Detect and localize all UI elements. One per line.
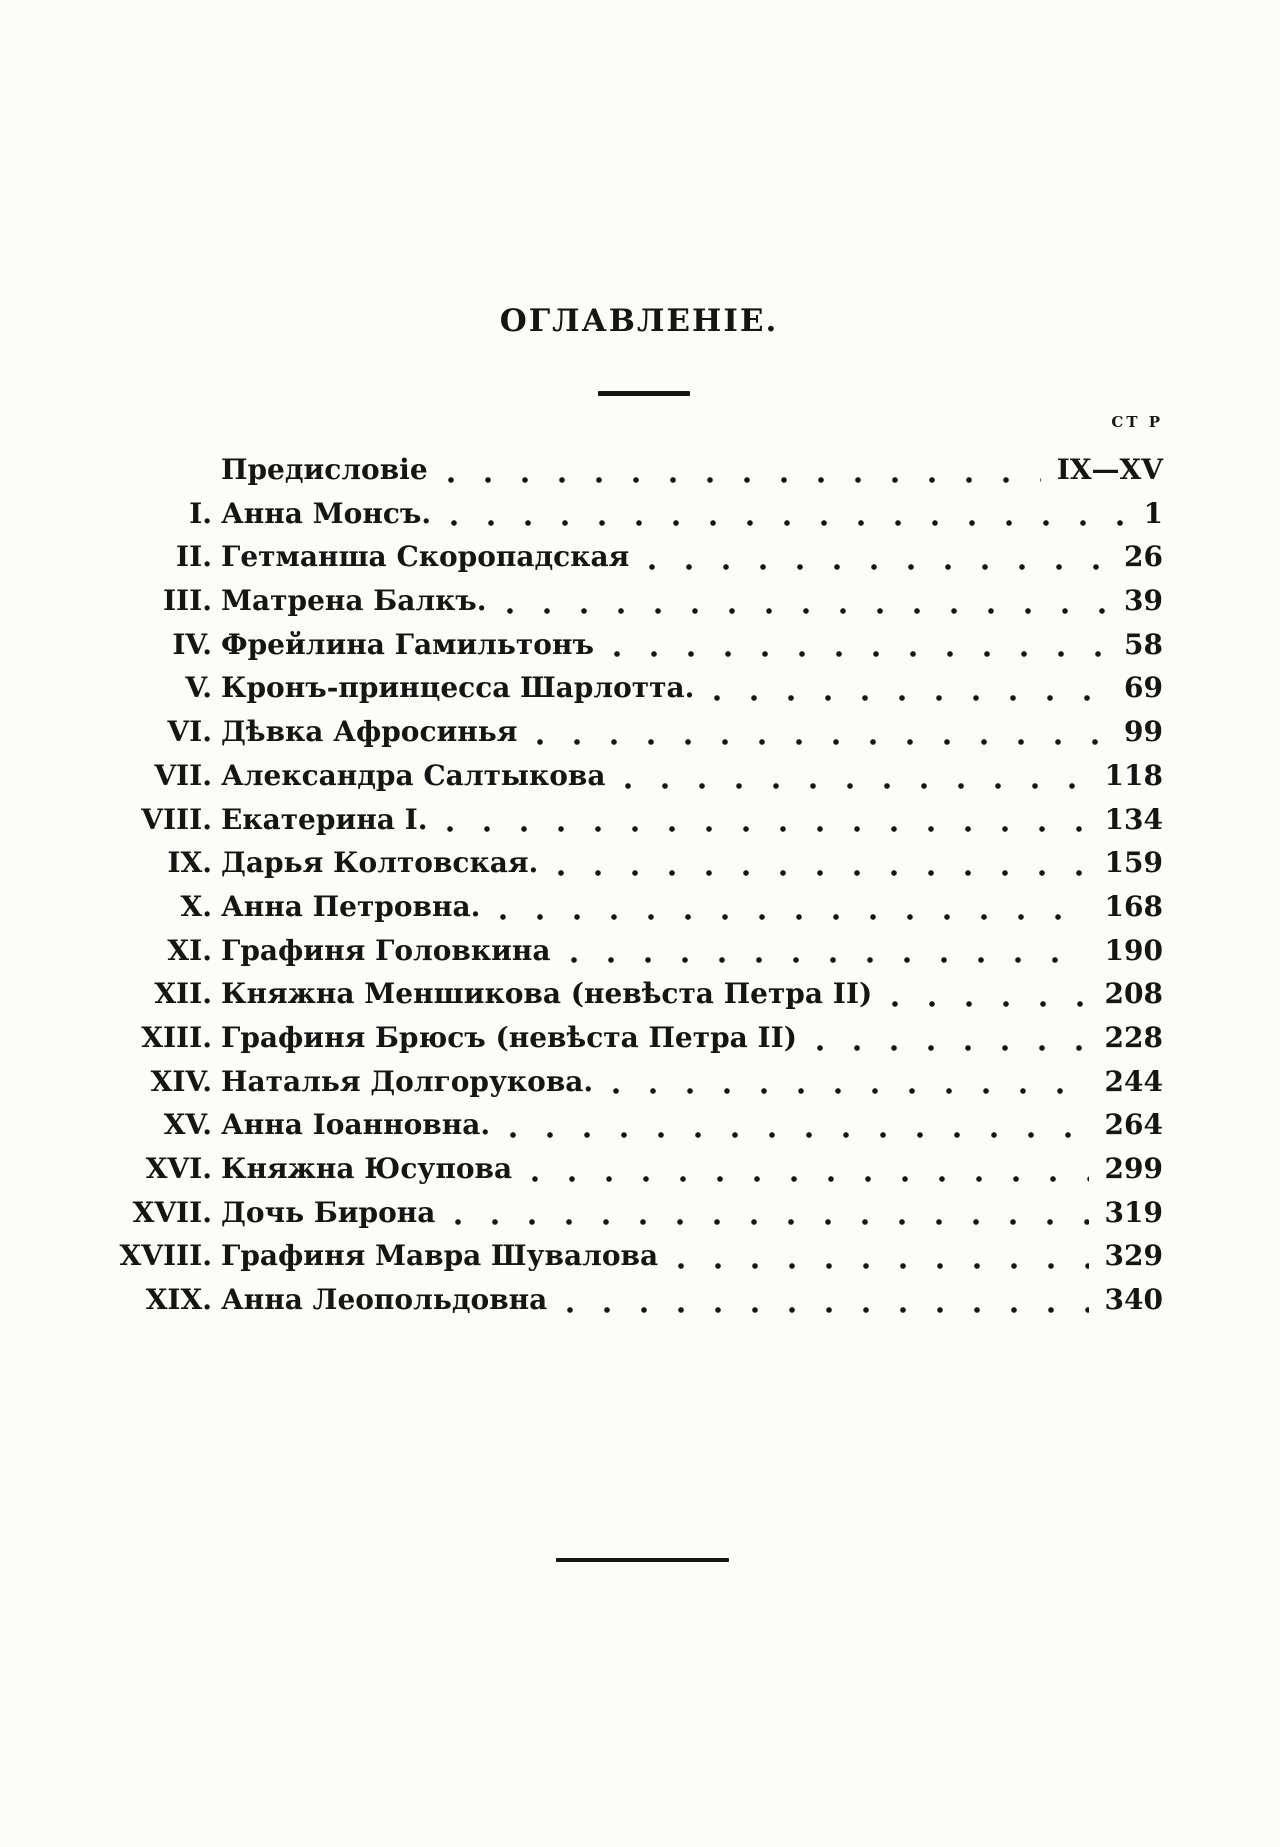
toc-row <box>115 1147 1163 1191</box>
toc-row <box>115 492 1163 536</box>
toc-row <box>115 1060 1163 1104</box>
toc-entry-title: Александра Салтыкова <box>221 758 606 792</box>
toc-row <box>115 1103 1163 1147</box>
toc-entry-page-number: 264 <box>1104 1108 1163 1142</box>
toc-entry-title: Матрена Балкъ. <box>221 584 487 618</box>
toc-row <box>115 972 1163 1016</box>
dot-leader <box>455 1219 1088 1225</box>
toc-entry-page-number: 1 <box>1143 496 1163 530</box>
toc-entry-page-number: IX—XV <box>1056 453 1163 486</box>
toc-entry-numeral: IV. <box>172 627 212 661</box>
toc-entry-title: Кронъ-принцесса Шарлотта. <box>221 671 695 705</box>
toc-entry-numeral: II. <box>176 540 212 574</box>
toc-entry-page-number: 58 <box>1124 627 1163 661</box>
page-column-header: СТ Р <box>1111 413 1163 431</box>
toc-entry-page-number: 190 <box>1104 933 1163 967</box>
toc-row <box>115 710 1163 754</box>
toc-entry-title: Гетманша Скоропадская <box>221 540 630 574</box>
toc-row <box>115 535 1163 579</box>
dot-leader <box>451 520 1127 526</box>
toc-entry-page-number: 340 <box>1104 1283 1163 1317</box>
toc-entry-title: Дѣвка Афросинья <box>221 715 518 749</box>
toc-entry-numeral: I. <box>189 496 212 530</box>
toc-entry-title: Графиня Брюсъ (невѣста Петра II) <box>221 1020 797 1054</box>
toc-entry-numeral: X. <box>180 889 212 923</box>
toc-entry-numeral: XII. <box>154 977 212 1011</box>
toc-entry-numeral: VII. <box>154 758 212 792</box>
toc-entry-title: Предисловіе <box>221 453 428 486</box>
toc-row <box>115 666 1163 710</box>
footer-divider-rule <box>556 1558 729 1562</box>
toc-entry-numeral: VI. <box>167 715 212 749</box>
toc-row <box>115 929 1163 973</box>
toc-entry-page-number: 299 <box>1104 1152 1163 1185</box>
toc-entry-numeral: V. <box>185 671 212 705</box>
toc-entry-numeral: XI. <box>167 933 212 967</box>
dot-leader <box>649 564 1108 570</box>
toc-entry-numeral: XV. <box>163 1108 212 1142</box>
dot-leader <box>558 870 1088 876</box>
toc-entry-page-number: 244 <box>1104 1064 1163 1098</box>
table-of-contents <box>115 448 1163 1322</box>
toc-entry-page-number: 159 <box>1104 846 1163 880</box>
toc-entry-title: Дочь Бирона <box>221 1195 436 1229</box>
toc-entry-title: Наталья Долгорукова. <box>221 1064 594 1098</box>
dot-leader <box>500 914 1088 920</box>
toc-entry-page-number: 134 <box>1104 802 1163 836</box>
toc-row <box>115 754 1163 798</box>
dot-leader <box>532 1176 1088 1182</box>
toc-entry-numeral: XIII. <box>141 1020 212 1054</box>
dot-leader <box>625 783 1088 789</box>
dot-leader <box>571 957 1089 963</box>
dot-leader <box>678 1263 1088 1269</box>
toc-entry-page-number: 228 <box>1104 1020 1163 1054</box>
toc-entry-title: Графиня Мавра Шувалова <box>221 1239 659 1273</box>
toc-row <box>115 1234 1163 1278</box>
toc-entry-title: Екатерина I. <box>221 802 428 836</box>
toc-entry-title: Анна Леопольдовна <box>221 1283 548 1317</box>
toc-entry-page-number: 26 <box>1124 540 1163 574</box>
toc-entry-numeral: XVII. <box>132 1195 212 1229</box>
toc-entry-page-number: 319 <box>1104 1195 1163 1229</box>
toc-row <box>115 579 1163 623</box>
dot-leader <box>614 651 1108 657</box>
toc-entry-numeral: XVI. <box>145 1152 212 1185</box>
toc-entry-title: Княжна Меншикова (невѣста Петра II) <box>221 977 873 1011</box>
dot-leader <box>510 1132 1088 1138</box>
dot-leader <box>447 826 1088 832</box>
toc-entry-title: Анна Петровна. <box>221 889 481 923</box>
toc-row <box>115 623 1163 667</box>
dot-leader <box>892 1001 1088 1007</box>
toc-row <box>115 1191 1163 1235</box>
dot-leader <box>507 608 1109 614</box>
dot-leader <box>817 1045 1089 1051</box>
toc-entry-title: Дарья Колтовская. <box>221 846 539 880</box>
dot-leader <box>714 695 1108 701</box>
toc-row <box>115 841 1163 885</box>
toc-entry-numeral: IX. <box>167 846 212 880</box>
toc-entry-title: Анна Монсъ. <box>221 496 432 530</box>
toc-entry-page-number: 69 <box>1124 671 1163 705</box>
toc-entry-numeral: XVIII. <box>119 1239 212 1273</box>
dot-leader <box>448 477 1041 483</box>
toc-row <box>115 1278 1163 1322</box>
dot-leader <box>537 739 1108 745</box>
toc-entry-numeral: XIV. <box>150 1064 212 1098</box>
toc-entry-page-number: 118 <box>1104 758 1163 792</box>
toc-entry-title: Фрейлина Гамильтонъ <box>221 627 594 661</box>
toc-row <box>115 885 1163 929</box>
toc-entry-numeral: VIII. <box>141 802 212 836</box>
toc-entry-page-number: 208 <box>1104 977 1163 1011</box>
page-title: ОГЛАВЛЕНІЕ. <box>499 303 779 339</box>
toc-entry-page-number: 168 <box>1104 889 1163 923</box>
toc-entry-numeral: III. <box>162 584 212 618</box>
toc-entry-page-number: 39 <box>1124 584 1163 618</box>
toc-entry-title: Княжна Юсупова <box>221 1152 513 1185</box>
toc-row <box>115 448 1163 492</box>
toc-row <box>115 1016 1163 1060</box>
dot-leader <box>567 1307 1088 1313</box>
dot-leader <box>613 1088 1088 1094</box>
title-divider-rule <box>598 391 690 396</box>
toc-entry-numeral: XIX. <box>145 1283 212 1317</box>
toc-entry-title: Графиня Головкина <box>221 933 551 967</box>
toc-entry-page-number: 99 <box>1124 715 1163 749</box>
toc-row <box>115 798 1163 842</box>
toc-entry-page-number: 329 <box>1104 1239 1163 1273</box>
toc-entry-title: Анна Іоанновна. <box>221 1108 491 1142</box>
